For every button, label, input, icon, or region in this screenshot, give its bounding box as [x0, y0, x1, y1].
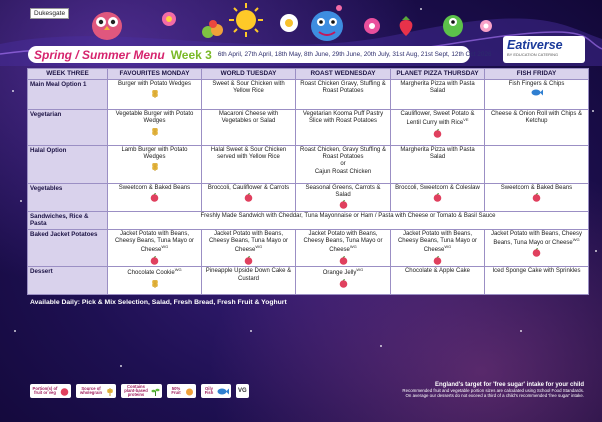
row-label: Sandwiches, Rice & Pasta — [28, 211, 108, 229]
strawberry-icon — [395, 14, 417, 38]
footer-note: England's target for 'free sugar' intake for your child Recommended fruit and vegetable portion sizes are calculated using School Food Standards. On average our desserts do not exceed a third of a child's recommended 'free sugar' intake. — [402, 382, 584, 398]
table-cell: Jacket Potato with Beans, Cheesy Beans, Tuna Mayo or Cheese$^{WG}$ — [391, 230, 485, 267]
table-cell: Orange Jelly$^{WG}$ — [296, 267, 391, 295]
table-row — [28, 211, 589, 229]
wheat-icon — [151, 162, 159, 171]
apple-icon — [532, 248, 541, 257]
apple-icon — [433, 193, 442, 202]
legend-oily-fish: Oily Fish — [201, 384, 231, 398]
small-flower-icon — [478, 18, 494, 34]
row-label: Vegetables — [28, 183, 108, 211]
school-name: Dukesgate — [30, 8, 69, 19]
logo-tagline: BY EDUCATION CATERING — [507, 52, 559, 57]
apple-icon — [150, 256, 159, 265]
fruit-bunch-icon — [200, 18, 226, 42]
table-cell: Jacket Potato with Beans, Cheesy Beans, Tuna Mayo or Cheese$^{WG}$ — [296, 230, 391, 267]
table-cell: Broccoli, Cauliflower & Carrots — [202, 183, 296, 211]
table-row — [28, 110, 589, 146]
legend-50-fruit: 50% Fruit — [167, 384, 196, 398]
table-cell: Broccoli, Sweetcorn & Coleslaw — [391, 183, 485, 211]
fish-icon — [531, 89, 543, 96]
table-cell: Cheese & Onion Roll with Chips & Ketchup — [485, 110, 589, 146]
apple-icon — [532, 193, 541, 202]
table-row — [28, 79, 589, 110]
fruit-icon — [185, 387, 194, 396]
table-cell: Lamb Burger with Potato Wedges — [108, 146, 202, 184]
wheat-icon — [151, 279, 159, 288]
wheat-icon — [151, 127, 159, 136]
daisy-icon — [278, 12, 300, 34]
legend — [30, 384, 249, 398]
table-row — [28, 230, 589, 267]
legend-plant-protein: Contains plant-based proteins — [121, 384, 162, 398]
row-label: Dessert — [28, 267, 108, 295]
eativerse-logo — [503, 36, 585, 63]
table-cell: Jacket Potato with Beans, Cheesy Beans, Tuna Mayo or Cheese$^{WG}$ — [485, 230, 589, 267]
table-cell: Seasonal Greens, Carrots & Salad — [296, 183, 391, 211]
table-cell: Cauliflower, Sweet Potato & Lentil Curry with Rice$^{VE}$ — [391, 110, 485, 146]
table-cell: Sweetcorn & Baked Beans — [108, 183, 202, 211]
table-row — [28, 183, 589, 211]
column-header: WEEK THREE — [28, 69, 108, 80]
table-cell: Burger with Potato Wedges — [108, 79, 202, 110]
table-cell: Vegetable Burger with Potato Wedges — [108, 110, 202, 146]
table-cell: Pineapple Upside Down Cake & Custard — [202, 267, 296, 295]
legend-wholegrain: Source of wholegrain — [76, 384, 116, 398]
fish-icon — [217, 388, 229, 395]
plant-icon — [151, 387, 160, 396]
row-label: Halal Option — [28, 146, 108, 184]
apple-icon — [60, 387, 69, 396]
menu-dates: 6th April, 27th April, 18th May, 8th June, 29th June, 20th July, 31st Aug, 21st Sept, 12th Oct 2026 — [217, 51, 492, 58]
table-cell — [485, 146, 589, 184]
table-cell: Fish Fingers & Chips — [485, 79, 589, 110]
table-cell: Sweet & Sour Chicken with Yellow Rice — [202, 79, 296, 110]
row-label: Vegetarian — [28, 110, 108, 146]
table-row — [28, 267, 589, 295]
wheat-icon — [151, 89, 159, 98]
table-cell-span: Freshly Made Sandwich with Cheddar, Tuna Mayonnaise or Ham / Pasta with Cheese or Tomato & Basil Sauce — [108, 211, 589, 229]
table-cell: Roast Chicken Gravy, Stuffing & Roast Potatoes — [296, 79, 391, 110]
apple-icon — [339, 279, 348, 288]
legend-vegan: VG — [236, 384, 249, 398]
alien-mascot-icon — [305, 2, 349, 44]
table-cell: Margherita Pizza with Pasta Salad — [391, 79, 485, 110]
table-cell: Chocolate Cookie$^{WG}$ — [108, 267, 202, 295]
apple-icon — [150, 193, 159, 202]
row-label: Baked Jacket Potatoes — [28, 230, 108, 267]
logo-name: Eativerse — [507, 38, 563, 52]
table-header-row — [28, 69, 589, 80]
table-cell: Chocolate & Apple Cake — [391, 267, 485, 295]
flower-icon — [160, 10, 178, 28]
table-cell: Margherita Pizza with Pasta Salad — [391, 146, 485, 184]
column-header: PLANET PIZZA THURSDAY — [391, 69, 485, 80]
apple-icon — [433, 129, 442, 138]
apple-icon — [339, 256, 348, 265]
legend-fruit-veg: Portion(s) of fruit or veg — [30, 384, 71, 398]
sun-icon — [228, 2, 264, 38]
pink-flower-icon — [362, 16, 382, 36]
table-cell: Iced Sponge Cake with Sprinkles — [485, 267, 589, 295]
menu-table — [27, 68, 589, 295]
apple-icon — [244, 256, 253, 265]
apple-icon — [244, 193, 253, 202]
table-cell: Halal Sweet & Sour Chicken served with Yellow Rice — [202, 146, 296, 184]
week-label: Week 3 — [170, 47, 212, 62]
table-cell: Sweetcorn & Baked Beans — [485, 183, 589, 211]
table-row — [28, 146, 589, 184]
apple-icon — [433, 256, 442, 265]
available-daily: Available Daily: Pick & Mix Selection, Salad, Fresh Bread, Fresh Fruit & Yoghurt — [30, 299, 287, 306]
column-header: WORLD TUESDAY — [202, 69, 296, 80]
owl-mascot-icon — [88, 6, 126, 42]
column-header: ROAST WEDNESDAY — [296, 69, 391, 80]
green-monster-icon — [440, 10, 466, 38]
row-label: Main Meal Option 1 — [28, 79, 108, 110]
apple-icon — [339, 200, 348, 209]
table-cell: Jacket Potato with Beans, Cheesy Beans, Tuna Mayo or Cheese$^{WG}$ — [202, 230, 296, 267]
table-cell: Macaroni Cheese with Vegetables or Salad — [202, 110, 296, 146]
table-cell: Jacket Potato with Beans, Cheesy Beans, Tuna Mayo or Cheese$^{WG}$ — [108, 230, 202, 267]
table-cell: Roast Chicken, Gravy Stuffing & Roast Potatoes or Cajun Roast Chicken — [296, 146, 391, 184]
column-header: FISH FRIDAY — [485, 69, 589, 80]
title-bar — [28, 46, 492, 63]
wheat-icon — [106, 387, 114, 396]
column-header: FAVOURITES MONDAY — [108, 69, 202, 80]
table-cell: Vegetarian Kooma Puff Pastry Slice with Roast Potatoes — [296, 110, 391, 146]
menu-title: Spring / Summer Menu — [34, 47, 165, 62]
